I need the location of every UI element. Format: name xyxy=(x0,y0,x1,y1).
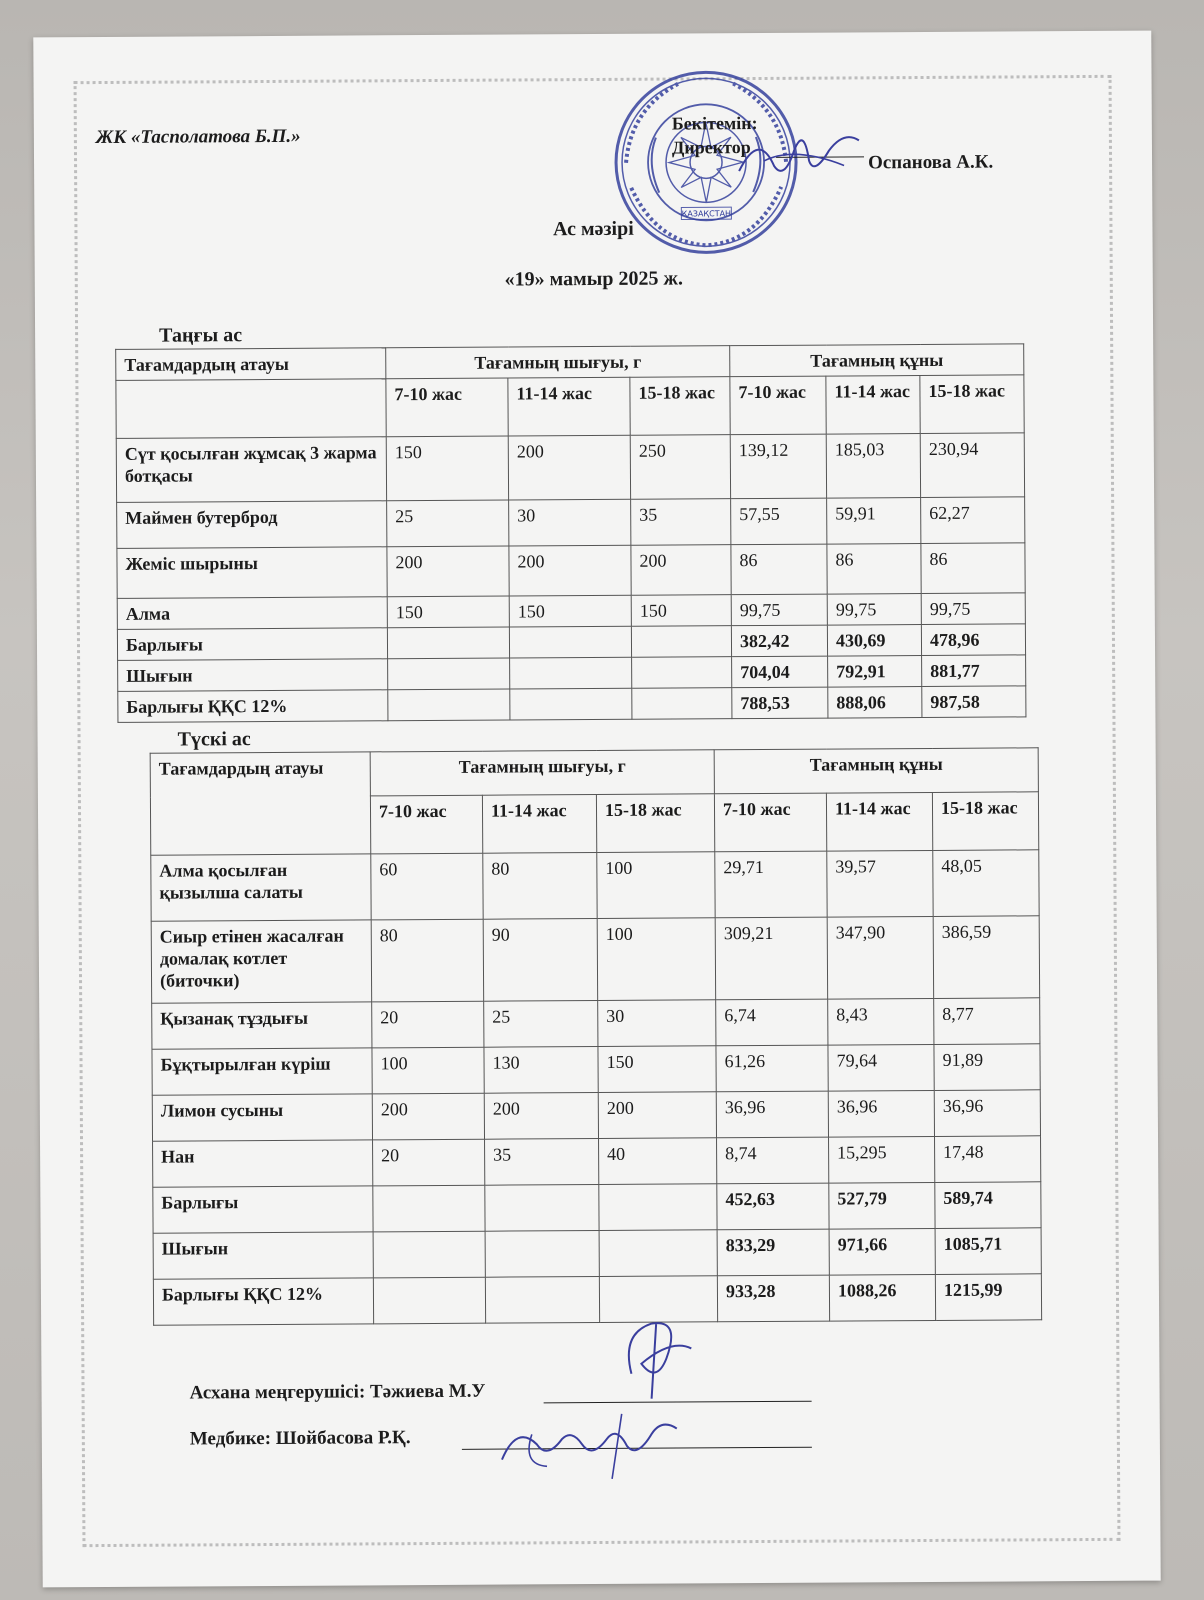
cell: 230,94 xyxy=(920,433,1024,498)
director-signature xyxy=(734,120,864,191)
cell: 29,71 xyxy=(715,851,827,918)
dish-name: Алма қосылған қызылша салаты xyxy=(151,854,371,921)
column-header-output: Тағамның шығуы, г xyxy=(370,750,714,796)
nurse-signature xyxy=(492,1403,692,1484)
company-name: ЖК «Тасполатова Б.П.» xyxy=(95,125,301,149)
age-group-header: 15-18 жас xyxy=(920,375,1024,434)
total-label: Шығын xyxy=(118,659,388,692)
cell: 150 xyxy=(386,436,508,501)
cell: 1085,71 xyxy=(935,1228,1041,1275)
cell: 20 xyxy=(372,1001,484,1048)
total-label: Барлығы ҚҚС 12% xyxy=(153,1278,373,1325)
cell: 386,59 xyxy=(933,916,1039,999)
table-row xyxy=(152,1090,1040,1141)
empty-cell xyxy=(632,688,732,720)
cell: 200 xyxy=(508,435,630,500)
table-row xyxy=(151,916,1040,1003)
table-row xyxy=(151,850,1039,921)
nurse-label: Медбике: Шойбасова Р.Қ. xyxy=(189,1427,411,1450)
age-group-header: 15-18 жас xyxy=(596,794,714,853)
cell: 90 xyxy=(483,919,597,1002)
empty-cell xyxy=(373,1277,485,1324)
dish-name: Нан xyxy=(153,1140,373,1187)
dish-name: Маймен бутерброд xyxy=(117,501,387,549)
cell: 80 xyxy=(483,853,597,920)
dish-name: Қызанақ тұздығы xyxy=(152,1002,372,1049)
breakfast-table xyxy=(115,343,1026,723)
column-header-price: Тағамның құны xyxy=(730,344,1024,377)
cell: 150 xyxy=(387,596,509,628)
cell: 478,96 xyxy=(921,624,1025,656)
cell: 185,03 xyxy=(826,434,920,499)
cell: 6,74 xyxy=(716,999,828,1046)
lunch-table xyxy=(150,747,1042,1325)
cell: 30 xyxy=(598,1000,716,1047)
cell: 20 xyxy=(373,1139,485,1186)
cook-signature xyxy=(611,1303,702,1404)
cell: 139,12 xyxy=(730,434,826,499)
age-group-header: 15-18 жас xyxy=(932,792,1038,851)
cell: 933,28 xyxy=(717,1275,829,1322)
cell: 430,69 xyxy=(827,625,921,657)
cell: 80 xyxy=(371,919,483,1002)
table-subheader-row xyxy=(116,375,1024,439)
cell: 62,27 xyxy=(921,497,1025,544)
cell: 130 xyxy=(484,1046,598,1093)
table-row xyxy=(153,1136,1041,1187)
age-group-header: 15-18 жас xyxy=(630,377,730,436)
empty-cell xyxy=(388,658,510,690)
age-group-header: 7-10 жас xyxy=(386,378,508,437)
table-header-row xyxy=(150,748,1038,797)
cell: 86 xyxy=(731,544,827,595)
cell: 35 xyxy=(631,499,731,546)
cell: 25 xyxy=(387,500,509,547)
cell: 36,96 xyxy=(828,1090,934,1137)
empty-cell xyxy=(510,688,632,720)
breakfast-title: Таңғы ас xyxy=(159,324,243,347)
dish-name: Алма xyxy=(117,597,387,630)
cell: 60 xyxy=(371,853,483,920)
cell: 200 xyxy=(509,545,631,596)
director-label: Директор xyxy=(671,137,751,158)
cell: 61,26 xyxy=(716,1045,828,1092)
cell: 79,64 xyxy=(828,1044,934,1091)
cell: 8,43 xyxy=(828,998,934,1045)
column-header-price: Тағамның құны xyxy=(714,748,1038,794)
document-page xyxy=(33,31,1160,1588)
total-row xyxy=(153,1228,1041,1279)
cell: 200 xyxy=(387,546,509,597)
total-label: Барлығы ҚҚС 12% xyxy=(118,690,388,723)
empty-cell xyxy=(510,657,632,689)
document-date: «19» мамыр 2025 ж. xyxy=(504,267,683,291)
cell: 452,63 xyxy=(717,1183,829,1230)
cell: 527,79 xyxy=(829,1182,935,1229)
empty-cell xyxy=(373,1231,485,1278)
cook-label: Асхана меңгерушісі: Тәжиева М.У xyxy=(189,1380,486,1404)
table-row xyxy=(152,998,1040,1049)
cell: 309,21 xyxy=(715,917,827,1000)
cell: 100 xyxy=(597,918,716,1001)
empty-cell xyxy=(388,689,510,721)
director-name: Оспанова А.К. xyxy=(867,151,994,174)
cell: 8,74 xyxy=(717,1137,829,1184)
cell: 100 xyxy=(372,1047,484,1094)
empty-cell xyxy=(509,626,631,658)
cell: 150 xyxy=(509,595,631,627)
approve-label: Бекітемін: xyxy=(671,113,758,134)
cell: 704,04 xyxy=(732,656,828,688)
empty-cell xyxy=(485,1230,599,1277)
cell: 30 xyxy=(509,499,631,546)
column-header-name: Тағамдардың атауы xyxy=(150,752,371,855)
cell: 100 xyxy=(597,852,715,919)
empty-cell xyxy=(387,627,509,659)
age-group-header: 11-14 жас xyxy=(482,795,596,854)
cell: 86 xyxy=(921,543,1025,594)
cell: 36,96 xyxy=(716,1091,828,1138)
cell: 35 xyxy=(485,1138,599,1185)
lunch-title: Түскі ас xyxy=(177,728,251,751)
empty-cell xyxy=(116,379,386,439)
total-label: Барлығы xyxy=(153,1186,373,1233)
empty-cell xyxy=(485,1184,599,1231)
empty-cell xyxy=(632,657,732,689)
age-group-header: 11-14 жас xyxy=(826,792,932,851)
cell: 99,75 xyxy=(827,594,921,626)
cell: 40 xyxy=(599,1138,717,1185)
cell: 833,29 xyxy=(717,1229,829,1276)
empty-cell xyxy=(599,1230,717,1277)
cell: 15,295 xyxy=(829,1136,935,1183)
document-title: Ас мәзірі xyxy=(553,217,634,241)
cell: 250 xyxy=(630,435,730,500)
table-row xyxy=(117,497,1025,549)
cell: 8,77 xyxy=(934,998,1040,1045)
cell: 17,48 xyxy=(935,1136,1041,1183)
cell: 25 xyxy=(484,1000,598,1047)
cell: 881,77 xyxy=(922,655,1026,687)
empty-cell xyxy=(599,1184,717,1231)
column-header-name: Тағамдардың атауы xyxy=(116,348,386,381)
cell: 150 xyxy=(631,595,731,627)
column-header-output: Тағамның шығуы, г xyxy=(386,346,730,379)
cell: 99,75 xyxy=(921,593,1025,625)
cell: 347,90 xyxy=(827,916,933,999)
empty-cell xyxy=(485,1276,599,1323)
cell: 792,91 xyxy=(828,656,922,688)
total-row xyxy=(118,686,1026,723)
cell: 589,74 xyxy=(935,1182,1041,1229)
dish-name: Бұқтырылған күріш xyxy=(152,1048,372,1095)
table-row xyxy=(116,433,1024,503)
cell: 48,05 xyxy=(933,850,1039,917)
cell: 59,91 xyxy=(827,498,921,545)
cell: 971,66 xyxy=(829,1228,935,1275)
cell: 39,57 xyxy=(827,850,933,917)
dish-name: Жеміс шырыны xyxy=(117,547,387,599)
age-group-header: 7-10 жас xyxy=(370,795,482,854)
cell: 91,89 xyxy=(934,1044,1040,1091)
cell: 200 xyxy=(372,1093,484,1140)
total-label: Шығын xyxy=(153,1232,373,1279)
cell: 788,53 xyxy=(732,687,828,719)
cell: 57,55 xyxy=(731,498,827,545)
table-row xyxy=(117,543,1025,599)
age-group-header: 11-14 жас xyxy=(508,377,630,436)
cell: 200 xyxy=(484,1092,598,1139)
total-label: Барлығы xyxy=(117,628,387,661)
cell: 36,96 xyxy=(934,1090,1040,1137)
empty-cell xyxy=(631,626,731,658)
empty-cell xyxy=(373,1185,485,1232)
cell: 888,06 xyxy=(828,687,922,719)
cell: 99,75 xyxy=(731,594,827,626)
dish-name: Сүт қосылған жұмсақ 3 жарма ботқасы xyxy=(116,437,386,503)
cell: 86 xyxy=(827,544,921,595)
stamp-text: ҚАЗАҚСТАН xyxy=(681,209,732,219)
total-row xyxy=(153,1182,1041,1233)
dish-name: Сиыр етінен жасалған домалақ котлет (биточки) xyxy=(151,920,371,1003)
age-group-header: 7-10 жас xyxy=(714,793,826,852)
cell: 382,42 xyxy=(731,625,827,657)
total-row xyxy=(153,1274,1041,1325)
dish-name: Лимон сусыны xyxy=(152,1094,372,1141)
table-row xyxy=(152,1044,1040,1095)
age-group-header: 11-14 жас xyxy=(826,376,920,435)
cell: 1215,99 xyxy=(935,1274,1041,1321)
cell: 987,58 xyxy=(922,686,1026,718)
cell: 150 xyxy=(598,1046,716,1093)
cell: 1088,26 xyxy=(829,1274,935,1321)
cell: 200 xyxy=(598,1092,716,1139)
cell: 200 xyxy=(631,545,731,596)
age-group-header: 7-10 жас xyxy=(730,376,826,435)
